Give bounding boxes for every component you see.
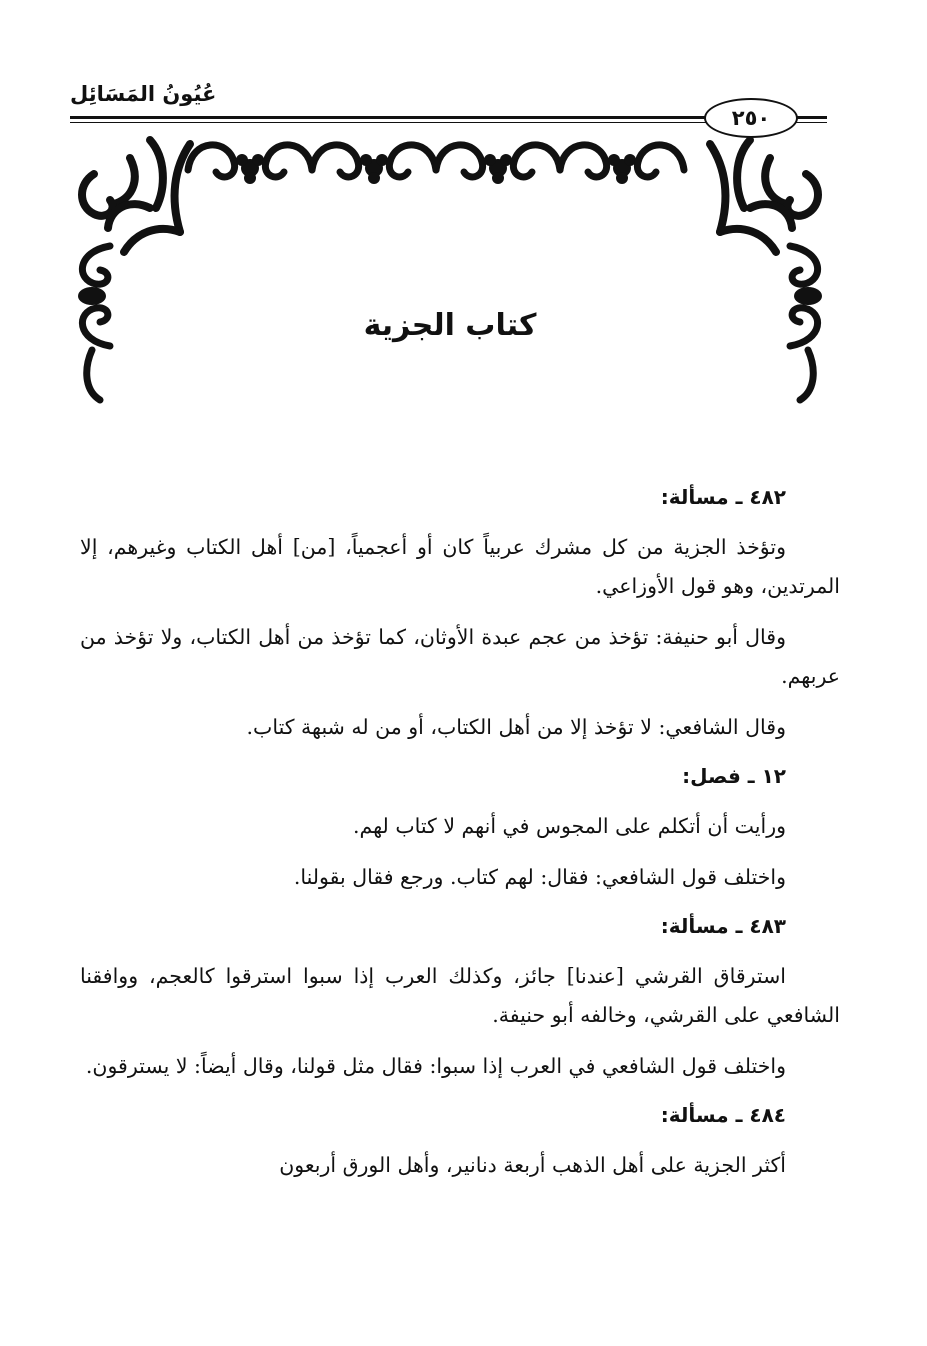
paragraph: وقال الشافعي: لا تؤخذ إلا من أهل الكتاب، أو من له شبهة كتاب.: [246, 715, 786, 739]
section-heading: ٤٨٢ ـ مسألة:: [660, 485, 786, 509]
paragraph: استرقاق القرشي [عندنا] جائز، وكذلك العرب إذا سبوا استرقوا كالعجم، ووافقنا الشافعي على القرشي، وخالفه أبو حنيفة.: [80, 964, 840, 1027]
ornament-top-band: [188, 145, 684, 184]
ornament-frame: [70, 128, 830, 408]
page-number: ٢٥٠: [704, 98, 798, 138]
ornament-left-column: [78, 246, 110, 346]
body-text: [80, 480, 840, 1197]
section-heading: ٤٨٤ ـ مسألة:: [660, 1103, 786, 1127]
running-title: عُيُونُ المَسَائِل: [70, 82, 217, 106]
paragraph: وتؤخذ الجزية من كل مشرك عربياً كان أو أعجمياً، [من] أهل الكتاب وغيرهم، إلا المرتدين، وهو قول الأوزاعي.: [80, 535, 840, 598]
section-heading: ٤٨٣ ـ مسألة:: [660, 914, 786, 938]
paragraph: واختلف قول الشافعي في العرب إذا سبوا: فقال مثل قولنا، وقال أيضاً: لا يسترقون.: [85, 1054, 786, 1078]
paragraph: أكثر الجزية على أهل الذهب أربعة دنانير، وأهل الورق أربعون: [279, 1153, 786, 1177]
paragraph: وقال أبو حنيفة: تؤخذ من عجم عبدة الأوثان، كما تؤخذ من أهل الكتاب، ولا تؤخذ من عربهم.: [80, 625, 840, 688]
paragraph: واختلف قول الشافعي: فقال: لهم كتاب. ورجع فقال بقولنا.: [293, 865, 786, 889]
ornament-corner-right: [710, 140, 818, 252]
paragraph: ورأيت أن أتكلم على المجوس في أنهم لا كتاب لهم.: [352, 814, 786, 838]
chapter-title: كتاب الجزية: [363, 308, 537, 343]
ornament-right-column: [790, 246, 822, 346]
section-heading: ١٢ ـ فصل:: [682, 764, 786, 788]
ornament-corner-left: [82, 140, 190, 252]
